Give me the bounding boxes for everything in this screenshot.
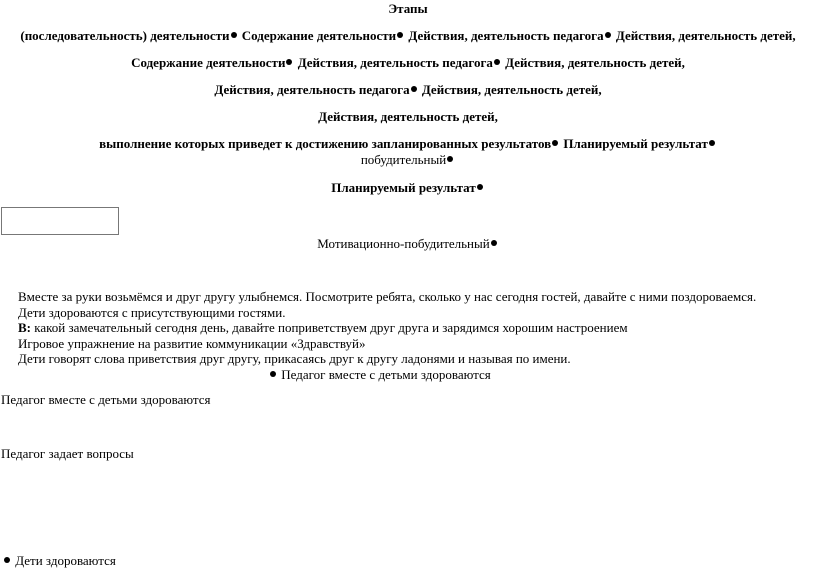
paragraph-3: В: какой замечательный сегодня день, давайте поприветствуем друг друга и зарядимся хорошим настроением: [18, 320, 628, 335]
paragraph-4: Игровое упражнение на развитие коммуникации «Здравствуй»: [18, 335, 366, 351]
teacher-asks-text: Педагог задает вопросы: [1, 446, 134, 461]
bullet-icon: [477, 184, 483, 190]
empty-frame: [1, 207, 119, 235]
bullet-icon: [494, 59, 500, 65]
bullet-icon: [605, 32, 611, 38]
heading-line-3: Содержание деятельности Действия, деятельность педагога Действия, деятельность детей,: [131, 55, 685, 70]
children-greet-text: Дети здороваются: [3, 553, 116, 569]
bullet-icon: [411, 86, 417, 92]
bullet-icon: [4, 557, 10, 563]
bullet-icon: [447, 156, 453, 162]
bullet-icon: [397, 32, 403, 38]
heading-line-4: Действия, деятельность педагога Действия, деятельность детей,: [214, 82, 602, 97]
paragraph-5: Дети говорят слова приветствия друг другу, прикасаясь друг к другу ладонями и называя по имени.: [18, 351, 571, 366]
teacher-greets-text: Педагог вместе с детьми здороваются: [1, 392, 211, 407]
bullet-icon: [491, 240, 497, 246]
bullet-icon: [286, 59, 292, 65]
planned-result-heading: Планируемый результат: [0, 180, 816, 196]
heading-line-6: выполнение которых приведет к достижению запланированных результатов Планируемый результат: [0, 136, 816, 152]
heading-line-2: (последовательность) деятельности Содержание деятельности Действия, деятельность педагога Действия, деятельность детей,: [20, 28, 796, 43]
bullet-icon: [552, 140, 558, 146]
paragraph-1: Вместе за руки возьмёмся и друг другу улыбнемся. Посмотрите ребята, сколько у нас сегодня гостей, давайте с ними поздороваемся.: [18, 289, 757, 304]
bullet-icon: [270, 371, 276, 377]
bullet-icon: [709, 140, 715, 146]
lesson-body: [18, 289, 808, 382]
heading-line-5: Действия, деятельность детей,: [318, 109, 498, 124]
paragraph-6: Педагог вместе с детьми здороваются: [18, 367, 808, 383]
stage-motivation: Мотивационно-побудительный: [0, 236, 816, 252]
heading-stages: Этапы: [388, 1, 428, 16]
stage-incentive: побудительный: [0, 152, 816, 168]
bullet-icon: [231, 32, 237, 38]
paragraph-2: Дети здороваются с присутствующими гостями.: [18, 304, 286, 320]
